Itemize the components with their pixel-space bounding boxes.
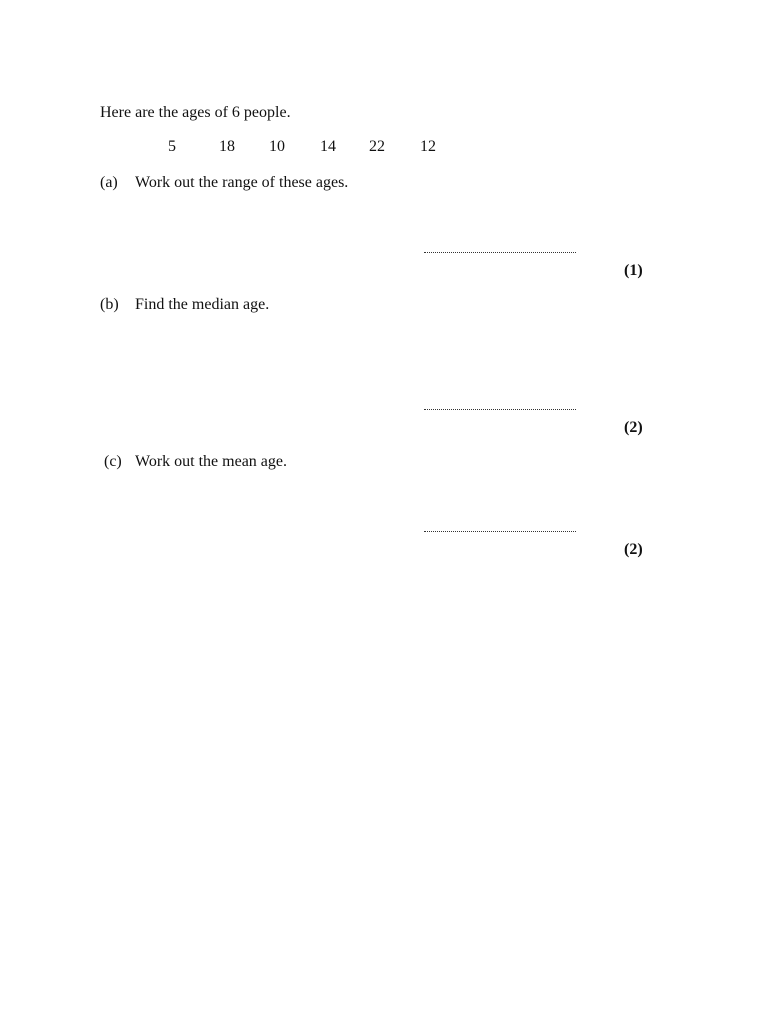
age-value: 10 [269,138,285,155]
age-value: 12 [420,138,436,155]
part-c-answer-line[interactable] [424,531,576,532]
part-c-marks: (2) [624,541,643,558]
part-a-label: (a) [100,174,118,191]
part-c-text: Work out the mean age. [135,453,287,470]
ages-list [0,136,768,158]
age-value: 18 [219,138,235,155]
part-c-label: (c) [104,453,122,470]
age-value: 5 [168,138,176,155]
part-b-answer-line[interactable] [424,409,576,410]
question-intro: Here are the ages of 6 people. [100,104,291,121]
part-b-text: Find the median age. [135,296,270,313]
part-a-marks: (1) [624,262,643,279]
age-value: 22 [369,138,385,155]
part-b-label: (b) [100,296,119,313]
part-a-text: Work out the range of these ages. [135,174,349,191]
part-a-answer-line[interactable] [424,252,576,253]
age-value: 14 [320,138,336,155]
part-b-marks: (2) [624,419,643,436]
